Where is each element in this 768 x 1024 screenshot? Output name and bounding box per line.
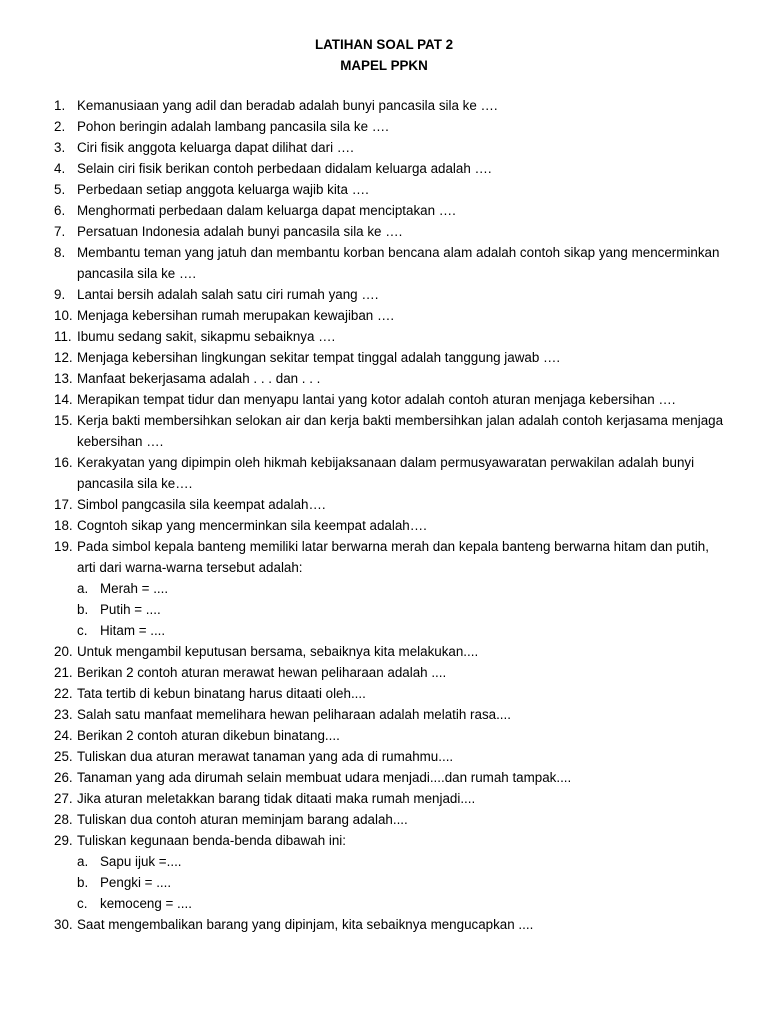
question-item: [0, 725, 768, 746]
question-number: 8.: [54, 245, 66, 260]
question-text: Tanaman yang ada dirumah selain membuat udara menjadi....dan rumah tampak....: [77, 770, 572, 785]
sub-item-text: Pengki = ....: [100, 875, 172, 890]
sub-item: [0, 851, 768, 872]
question-item: [0, 179, 768, 200]
document-subtitle: MAPEL PPKN: [340, 58, 428, 73]
question-item: [0, 305, 768, 326]
question-text: Cogntoh sikap yang mencerminkan sila keempat adalah….: [77, 518, 427, 533]
question-text: Membantu teman yang jatuh dan membantu korban bencana alam adalah contoh sikap yang mencerminkan pancasila sila ke ….: [77, 245, 720, 281]
question-item: [0, 242, 768, 284]
sub-item: [0, 578, 768, 599]
question-item: [0, 683, 768, 704]
question-item: [0, 536, 768, 578]
question-number: 25.: [54, 749, 73, 764]
question-item: [0, 284, 768, 305]
question-number: 15.: [54, 413, 73, 428]
question-number: 28.: [54, 812, 73, 827]
question-text: Salah satu manfaat memelihara hewan peliharaan adalah melatih rasa....: [77, 707, 511, 722]
question-text: Ibumu sedang sakit, sikapmu sebaiknya ….: [77, 329, 336, 344]
question-text: Menjaga kebersihan lingkungan sekitar tempat tinggal adalah tanggung jawab ….: [77, 350, 561, 365]
question-text: Perbedaan setiap anggota keluarga wajib kita ….: [77, 182, 369, 197]
question-item: [0, 137, 768, 158]
question-item: [0, 788, 768, 809]
sub-item-text: Merah = ....: [100, 581, 169, 596]
question-item: [0, 452, 768, 494]
question-item: [0, 809, 768, 830]
sub-item-letter: c.: [77, 896, 88, 911]
question-number: 9.: [54, 287, 66, 302]
question-list: [0, 95, 768, 935]
question-text: Lantai bersih adalah salah satu ciri rumah yang ….: [77, 287, 379, 302]
question-text: Kerakyatan yang dipimpin oleh hikmah kebijaksanaan dalam permusyawaratan perwakilan adalah bunyi pancasila sila ke….: [77, 455, 695, 491]
question-number: 3.: [54, 140, 66, 155]
question-text: Saat mengembalikan barang yang dipinjam, kita sebaiknya mengucapkan ....: [77, 917, 534, 932]
question-item: [0, 200, 768, 221]
question-number: 18.: [54, 518, 73, 533]
question-number: 6.: [54, 203, 66, 218]
question-text: Kemanusiaan yang adil dan beradab adalah bunyi pancasila sila ke ….: [77, 98, 498, 113]
question-text: Tuliskan dua aturan merawat tanaman yang ada di rumahmu....: [77, 749, 454, 764]
question-number: 24.: [54, 728, 73, 743]
question-number: 22.: [54, 686, 73, 701]
question-text: Berikan 2 contoh aturan dikebun binatang....: [77, 728, 340, 743]
sub-item: [0, 893, 768, 914]
question-item: [0, 641, 768, 662]
question-item: [0, 494, 768, 515]
question-number: 23.: [54, 707, 73, 722]
sub-item-letter: b.: [77, 602, 89, 617]
question-text: Tuliskan kegunaan benda-benda dibawah ini:: [77, 833, 347, 848]
question-item: [0, 368, 768, 389]
question-text: Jika aturan meletakkan barang tidak ditaati maka rumah menjadi....: [77, 791, 476, 806]
question-number: 21.: [54, 665, 73, 680]
sub-item: [0, 872, 768, 893]
question-text: Merapikan tempat tidur dan menyapu lantai yang kotor adalah contoh aturan menjaga kebersihan ….: [77, 392, 676, 407]
question-item: [0, 914, 768, 935]
question-item: [0, 767, 768, 788]
question-number: 19.: [54, 539, 73, 554]
question-number: 13.: [54, 371, 73, 386]
question-number: 5.: [54, 182, 66, 197]
question-item: [0, 662, 768, 683]
question-text: Manfaat bekerjasama adalah . . . dan . . .: [77, 371, 321, 386]
sub-item-letter: c.: [77, 623, 88, 638]
question-number: 20.: [54, 644, 73, 659]
question-text: Tata tertib di kebun binatang harus ditaati oleh....: [77, 686, 366, 701]
question-number: 10.: [54, 308, 73, 323]
question-item: [0, 746, 768, 767]
sub-item-letter: a.: [77, 581, 89, 596]
question-text: Pada simbol kepala banteng memiliki latar berwarna merah dan kepala banteng berwarna hitam dan putih, arti dari warna-warna tersebut adalah:: [77, 539, 709, 575]
question-item: [0, 95, 768, 116]
question-item: [0, 221, 768, 242]
question-text: Menjaga kebersihan rumah merupakan kewajiban ….: [77, 308, 395, 323]
sub-item: [0, 599, 768, 620]
question-text: Selain ciri fisik berikan contoh perbedaan didalam keluarga adalah ….: [77, 161, 492, 176]
sub-item-letter: b.: [77, 875, 89, 890]
question-number: 11.: [54, 329, 72, 344]
question-text: Ciri fisik anggota keluarga dapat dilihat dari ….: [77, 140, 354, 155]
question-text: Untuk mengambil keputusan bersama, sebaiknya kita melakukan....: [77, 644, 479, 659]
sub-item-text: Hitam = ....: [100, 623, 166, 638]
question-item: [0, 326, 768, 347]
question-text: Persatuan Indonesia adalah bunyi pancasila sila ke ….: [77, 224, 403, 239]
question-number: 1.: [54, 98, 66, 113]
question-item: [0, 704, 768, 725]
question-number: 16.: [54, 455, 73, 470]
sub-item-text: Putih = ....: [100, 602, 161, 617]
question-number: 30.: [54, 917, 73, 932]
question-text: Pohon beringin adalah lambang pancasila sila ke ….: [77, 119, 389, 134]
question-text: Berikan 2 contoh aturan merawat hewan peliharaan adalah ....: [77, 665, 447, 680]
question-item: [0, 389, 768, 410]
question-number: 29.: [54, 833, 73, 848]
question-number: 7.: [54, 224, 66, 239]
question-item: [0, 158, 768, 179]
question-number: 14.: [54, 392, 73, 407]
question-number: 12.: [54, 350, 73, 365]
question-text: Kerja bakti membersihkan selokan air dan kerja bakti membersihkan jalan adalah contoh kerjasama menjaga kebersihan ….: [77, 413, 724, 449]
question-item: [0, 116, 768, 137]
question-text: Menghormati perbedaan dalam keluarga dapat menciptakan ….: [77, 203, 456, 218]
question-item: [0, 347, 768, 368]
question-number: 27.: [54, 791, 73, 806]
question-number: 17.: [54, 497, 73, 512]
question-number: 2.: [54, 119, 66, 134]
sub-item: [0, 620, 768, 641]
sub-item-text: Sapu ijuk =....: [100, 854, 182, 869]
document-title: LATIHAN SOAL PAT 2: [314, 37, 454, 52]
question-item: [0, 515, 768, 536]
question-number: 4.: [54, 161, 66, 176]
question-text: Simbol pangcasila sila keempat adalah….: [77, 497, 326, 512]
question-text: Tuliskan dua contoh aturan meminjam barang adalah....: [77, 812, 408, 827]
question-item: [0, 830, 768, 851]
sub-item-text: kemoceng = ....: [100, 896, 192, 911]
question-item: [0, 410, 768, 452]
sub-item-letter: a.: [77, 854, 89, 869]
question-number: 26.: [54, 770, 73, 785]
